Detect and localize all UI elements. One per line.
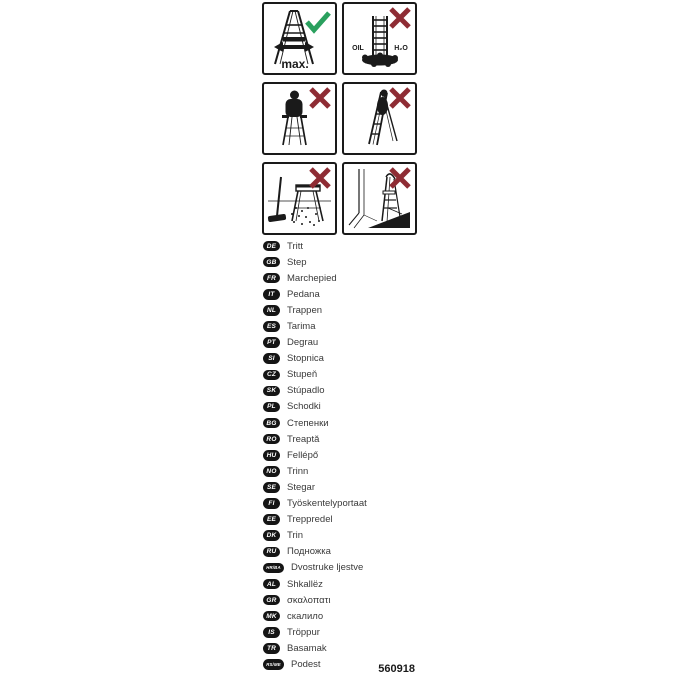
language-row [263,351,367,367]
language-label: Tarima [287,321,316,333]
language-row [263,479,367,495]
person-silhouette [377,90,388,116]
language-code-badge: RO [263,434,280,445]
language-row [263,463,367,479]
person-astride-drawing [264,84,335,153]
language-row [263,318,367,334]
language-label: Trappen [287,304,323,316]
language-label: Подножка [287,546,331,558]
language-code-badge: PL [263,402,280,413]
checkmark-icon [307,13,329,30]
language-row [263,528,367,544]
language-code-badge: SK [263,386,280,397]
water-label: H₂O [394,45,408,52]
language-label: Treppredel [287,514,333,526]
language-label: Stegar [287,481,315,493]
pictogram-leaning-sideways [342,82,417,155]
broom [268,177,287,222]
language-code-badge: NO [263,466,280,477]
language-label: Stupeň [287,369,318,381]
language-label: Marchepied [287,272,337,284]
sloped-ground-drawing [344,164,415,233]
language-label: Tritt [287,240,304,252]
oil-label: OIL [352,45,364,52]
language-code-badge: GR [263,595,280,606]
language-row [263,302,367,318]
language-label: скалило [287,610,324,622]
language-row [263,640,367,656]
product-number: 560918 [378,663,415,675]
pictogram-dirty-floor [262,162,337,235]
language-code-badge: RS/ME [263,659,284,670]
language-row [263,335,367,351]
stepladder-drawing [264,4,335,73]
language-code-badge: IT [263,289,280,300]
dirty-floor-drawing [264,164,335,233]
language-code-badge: PT [263,337,280,348]
language-row [263,270,367,286]
language-row [263,576,367,592]
language-code-badge: EE [263,514,280,525]
language-row [263,512,367,528]
pictogram-oil-water [342,2,417,75]
language-row [263,544,367,560]
language-label: Podest [291,658,321,670]
pictogram-standing-astride [262,82,337,155]
language-row [263,286,367,302]
language-list [263,238,367,673]
language-row [263,496,367,512]
language-code-badge: SE [263,482,280,493]
oil-puddle [362,53,398,68]
language-row [263,415,367,431]
language-row [263,238,367,254]
language-label: Trinn [287,465,309,477]
person-silhouette [282,91,307,119]
pictogram-uneven-ground [342,162,417,235]
pictogram-max-spread [262,2,337,75]
language-label: σκαλοπατι [287,594,331,606]
language-label: Tröppur [287,626,320,638]
language-code-badge: MK [263,611,280,622]
language-label: Shkallëz [287,578,323,590]
language-row [263,592,367,608]
language-label: Työskentelyportaat [287,498,367,510]
language-label: Степенки [287,417,329,429]
language-label: Pedana [287,288,320,300]
language-code-badge: HR/BA [263,563,284,574]
language-row [263,254,367,270]
cross-icon [311,89,329,107]
language-row [263,560,367,576]
cross-icon [391,9,409,27]
language-row [263,399,367,415]
ladder-on-oil-drawing [344,4,415,73]
language-row [263,608,367,624]
language-row [263,624,367,640]
language-label: Fellépő [287,449,319,461]
language-code-badge: GB [263,257,280,268]
language-code-badge: RU [263,547,280,558]
language-label: Stopnica [287,353,324,365]
language-row [263,367,367,383]
tilted-ladder-drawing [344,84,415,153]
language-code-badge: HU [263,450,280,461]
dirt-specks [291,207,320,226]
language-code-badge: FI [263,498,280,509]
language-row [263,431,367,447]
language-code-badge: AL [263,579,280,590]
max-label: max. [281,57,309,71]
language-row [263,656,367,672]
language-code-badge: CZ [263,370,280,381]
language-code-badge: SI [263,353,280,364]
language-code-badge: NL [263,305,280,316]
language-label: Schodki [287,401,321,413]
language-code-badge: IS [263,627,280,638]
language-label: Dvostruke ljestve [291,562,364,574]
pictogram-grid [262,2,417,235]
language-code-badge: TR [263,643,280,654]
language-code-badge: FR [263,273,280,284]
language-label: Degrau [287,337,319,349]
language-code-badge: DE [263,241,280,252]
language-code-badge: BG [263,418,280,429]
language-label: Trin [287,530,304,542]
language-label: Stúpadlo [287,385,325,397]
language-code-badge: ES [263,321,280,332]
language-code-badge: DK [263,530,280,541]
language-label: Treaptă [287,433,320,445]
cross-icon [391,89,409,107]
language-label: Basamak [287,642,327,654]
language-row [263,447,367,463]
language-row [263,383,367,399]
language-label: Step [287,256,307,268]
